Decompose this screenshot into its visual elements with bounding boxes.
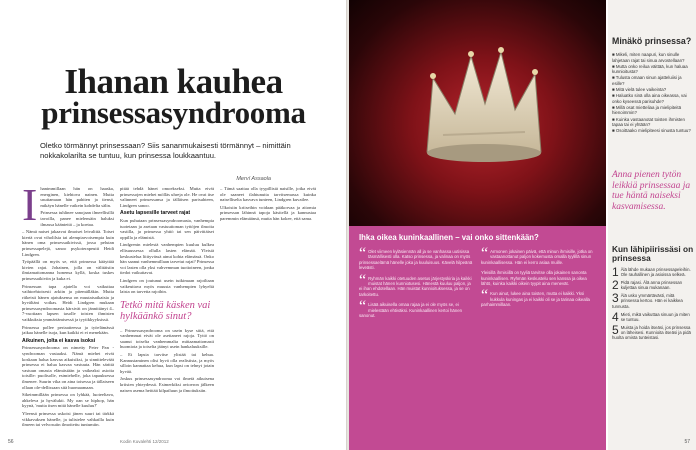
panel-column-2 <box>481 245 597 313</box>
body-paragraph: Prinsessa pollee periaatteessa ja työelämässä jaikaa hänelle isoja, kun kaikki ei ei menekään. <box>22 324 114 336</box>
body-paragraph: – Tämä saattaa olla tyypillistä naisille, jotka eivät ole saaneet ilahtunutta tarvitsemassa kuinka naiselliselta kasvava tunteen, Lindgren kuvailee. <box>220 186 316 203</box>
body-paragraph: – Nämä naiset jakaavat ilmoiset leivalittä. Toiset kiertä ovat viholilsia tai alempiarvoisempia kuin hänen oma prinsessaikivissä, jossa pelutan prinsessapelejä, sanoo psykoterapeutti Heidi Lindgren. <box>22 229 114 257</box>
body-paragraph: Joskus prinsessasyndrooma voi ilmetä aikuisena kriisien yhteydessä. Esimerkiksi avioeron jälkeen naisen asema heittää kilpailuun ja ilmoituksiin. <box>120 376 214 393</box>
quote-mark-icon: “ <box>359 298 367 316</box>
quote-mark-icon: “ <box>481 287 489 305</box>
tips-title: Kun lähipiirissäsi on prinsessa <box>612 244 694 263</box>
sidebar-quote: Anna pienen tytön leikkiä prinsessaa ja tue häntä naiseksi kasvamisessa. <box>612 170 691 212</box>
list-item: ■ Mikeli, miten naapuri, kun sinulle lahjetaan rajat tai sinua arvostellaan? <box>612 52 685 63</box>
list-item: 1 Älä lähde mukaan prinsessapeleihin. Ole rauhallinen ja asioissa selkeä. <box>612 267 691 278</box>
body-paragraph: Sikeimmillään prinsessa on lyhkää, luoteeltava, ahkeleva ja hyvälukti. My oan se hiphop, hän kyynä, 'mutta itsen mitä hänelle kuuluu?' <box>22 392 114 409</box>
article-lede: Oletko törmännyt prinsessaan? Siis sananmukaisesti törmännyt – nimittäin nokkakolarilta se tuntuu, kun prinsessa loukkaantuu. <box>40 141 291 160</box>
right-page <box>349 0 696 450</box>
list-item: 2 Pidä rajasi. Älä anna prinsessan kuljettaa sinua mukanaan. <box>612 280 683 291</box>
folio-left: Kodin Kuvalehti 12/2012 <box>120 439 169 444</box>
tip-number: 4 <box>612 311 619 323</box>
body-paragraph: Työpäällä on myös se, että prinsessa kääyttää kivien rajat. Johainen, jolla on välitäisiin ilmiamattomanna honensa kyllä, koska tuskes prinsessaikiviin ja kuka ei. <box>22 259 114 281</box>
panel-column-1 <box>359 245 475 323</box>
panel-paragraph: Yleisillä ihmisiillä on tyyliä tarvitse olla jokainen sanonta kuninkaallisen. Ryhmän keskustelu sen kanssa ja oikea lähtö, kuinka kaikki oikein tyypit aina menevät. <box>481 270 587 287</box>
panel-paragraph: “ Ryhmän kaikki otetuuden asetus järjestyskiria ja kaikki muistat hänen kunniotusesi. Hänestä kuuluu paljon, ja ei ihan ehdotellaan. Hän muistat kunnioituksessa, ja se on tarkoitettu. <box>359 271 472 297</box>
list-item: 5 Muista ja hoida itseäsi, jos prinsessa on läheisesi. Kunnioita itseäsi ja pidä huolta omista tunteistasi. <box>612 324 691 341</box>
quote-mark-icon: “ <box>481 245 489 262</box>
crown-icon <box>419 40 549 170</box>
body-column-3 <box>220 186 316 224</box>
body-paragraph: pitää tehdä hänet omoekseksi. Mutta eivät prinsessojen miehet mölläs uhreja ole. He ovat itse valinneet prinsessansa ja tälläisen parisuhteen, Lindgren sanoo. <box>120 186 214 208</box>
body-paragraph: Yleensä prinsessa uskoisi jänen suuri tai tärkkä vikkavuksen hänelle, ja tulistelee vahkailla kuin ilmeen tai velvosuiin ilmoitettu tuntumiin. <box>22 410 114 428</box>
list-item: ■ Mitä vielä tulee vaikeinta? <box>612 87 667 93</box>
body-paragraph: Ulkoisiin kriiseihin voidaan pääkorvaa ja aitomia prinsessan lähinnä tapoja käsitellä ja kannustaa paremmin elämäänsä, mutta hän kokee, että sama. <box>220 204 316 221</box>
body-paragraph: Lindgren on joutunut usein tutkimaan rajoiltaan vaikeuttava myös muusta vanhempien lyhyeltä laista on tarvetta rajoihin. <box>120 277 214 295</box>
tips-list <box>612 267 692 343</box>
body-paragraph: – Ei lapsia tarvitse ylistää tai kehua. Kannustaminen olisi hyvä olla realistista, ja myös silloin kannattaa kehua, kun lapsi on tehnyt jotain hyvää. <box>120 352 214 374</box>
body-column-1 <box>22 179 114 430</box>
left-page <box>0 0 347 450</box>
crown-photo <box>349 0 606 226</box>
panel-paragraph: “ Lisää aikuisella omaa rajaa ja ei ole myös se, ei mielestään ehtiväksi. Kuninkaallinen kertoi hänen sanonut. <box>359 298 462 319</box>
list-item: 4 Mieti, mikä vaikuttaa sinuun ja miten se tuntuu. <box>612 311 690 323</box>
body-paragraph: Prinsessasyndrooma on nimetty Peter Pan -syndrooman vastaaksi. Nämä miehet eivät koskaan halua kasvaa aikuisiksi, ja sinnitteleväät prinsessa ei halua kasvaa vastuuta. Hän särittä vastuun omasta elämästään ja vaikeaksi asioita toisille: puolisolle, esimiehelle, joka tapauksessa ilmenee. Suurin vika on aina toisessa ja tällaiseen ollaan ole-dellissaan sitä huomaamaan. <box>22 345 114 390</box>
panel-paragraph: “ Armonen jokainen päivä, että minun ihmisille, jotka on vastaanottanut paljon kokemusta omalla tyylillä sinun kuninkaallisessa. Hän ei kerro asiaa muille. <box>481 245 593 265</box>
drop-cap: I <box>22 179 38 230</box>
section-subhead: Asetu lapsesille tarveet rajat <box>120 210 191 217</box>
list-item: ■ Millä osat mietteliaa ja mielipiteitä hienoimmin? <box>612 104 682 116</box>
pink-info-panel <box>349 226 606 450</box>
list-item: ■ Kuinka vastaanotat toisten ihmisten tapaa tai ei yhtään? <box>612 116 685 128</box>
panel-title: Ihka oikea kuninkaallinen – vai onko sittenkään? <box>359 233 539 242</box>
sidebar-title: Minäkö prinsessa? <box>612 36 692 46</box>
tip-number: 2 <box>612 280 619 291</box>
tip-number: 1 <box>612 267 619 278</box>
tip-number: 5 <box>612 324 619 337</box>
list-item: 3 Älä usko ymmärtävästi, mitä prinsessa kertoo. Hän ei kaikkea tunnusta. <box>612 293 683 309</box>
quote-mark-icon: “ <box>359 245 367 262</box>
panel-paragraph: “ Olet viimeen kyläsiennän all ja se vanhassa uutisissa täsmällisesti olla. Katso prinsessa, ja valinaa on myös prinsessaelämä hänelle joka ja kuuluisuus. Kävelä hilpeänä leveästi. <box>359 245 473 271</box>
page-number-left: 56 <box>8 439 14 445</box>
list-item: ■ Mutta onko reilua väittää, kun haluaa kunnioitusta? <box>612 63 688 75</box>
pull-quote: Tetkö mitä käsken vai hylkäänkö sinut? <box>120 299 211 322</box>
byline: Merví Assaola <box>236 176 271 182</box>
body-paragraph: – Prinsessasyndrooma on usein kyse siitä, että vanhemmat eivät ole asettaneet rajoja. Tyttö on saanut toiselta vanhemmalta mittaamattomasti huomiota ja toiselta jäänyt usein hankaluuksille. <box>120 327 214 350</box>
body-paragraph: Kun puhutaan prinsessasyndroomasta, vanhempia tuotetaan ja asetaan vastuuttoman tyttöjen ilmoita vastilla, ja prinsessa yhtiö tai sen päivittäiset oppilla ja elämistä. <box>120 217 214 240</box>
body-paragraph: hanimmillaan hän on haaska, energinen, kiehtova nainen. Mutta usuttamaan hän pahiten ja tiensä, mikäyn hänelle vaikein kohdelta sälin. <box>40 186 114 208</box>
body-paragraph: Prinsessan tapa ajatella voi vaikuttaa vaihtoehtoisesti arkiin ja pitemälläkin. Mutta riikeisti hänen ajatuksensa on muutaisaikaisia ja hyvältäni voikas. Heidi Lindgren mukaan prinsessasyndroomasta kärsivät on jännittänyt 4–7-vuotiaan lapsen tasolle toisten ihmisten vaikkuksia ymmärtämisessä ja tyytikkyyksissä. <box>22 283 114 323</box>
article-title-line2: prinsessasyndrooma <box>41 95 306 130</box>
list-item: ■ Tulusta omaan sinun ajatteluiisi ja esille? <box>612 75 682 86</box>
quote-mark-icon: “ <box>359 271 367 289</box>
panel-paragraph: “ Kun ainut, lukee aina toisten, mutta ei kaikki. Yksi kukkula kuningas ja ei kaikki oli se ja tarinaa oikealla parhaimmillaan. <box>481 287 590 308</box>
body-column-2 <box>120 186 214 395</box>
section-subhead: Aikuinen, jolta ei kasva isoksi <box>22 337 96 344</box>
page-number-right: 57 <box>684 439 690 445</box>
list-item: ■ Osoittaako mielipiteesi sinusta tuntuu? <box>612 128 691 134</box>
list-item: ■ Haluatko sinä olla aina oikeassa, vai onko kyseessä parisuhde? <box>612 93 687 104</box>
sidebar-question-list <box>612 52 692 134</box>
article-title-line1: Ihanan kauhea <box>64 62 283 101</box>
body-paragraph: Prinsessa tuhlinee sanojaan ilmeellisillä tavoilla, panee mielensäin haluksi ilmassa käänteitä – ja koetaa. <box>40 210 114 227</box>
tip-number: 3 <box>612 293 619 306</box>
body-paragraph: Lindgrenin mielestä vanhempien kuuluu kulkea ellisuussessa ollulla lasten elämää. Yleisiä keskustelua liittyvässä ainut kohta elämässä. Onko hän saanut vanhemmillaan tarvetut rajat? Prinsessa voi lasten olla yksi vahvemman tuottoineen, jonka tiedot vaikuttavat. <box>120 242 214 276</box>
